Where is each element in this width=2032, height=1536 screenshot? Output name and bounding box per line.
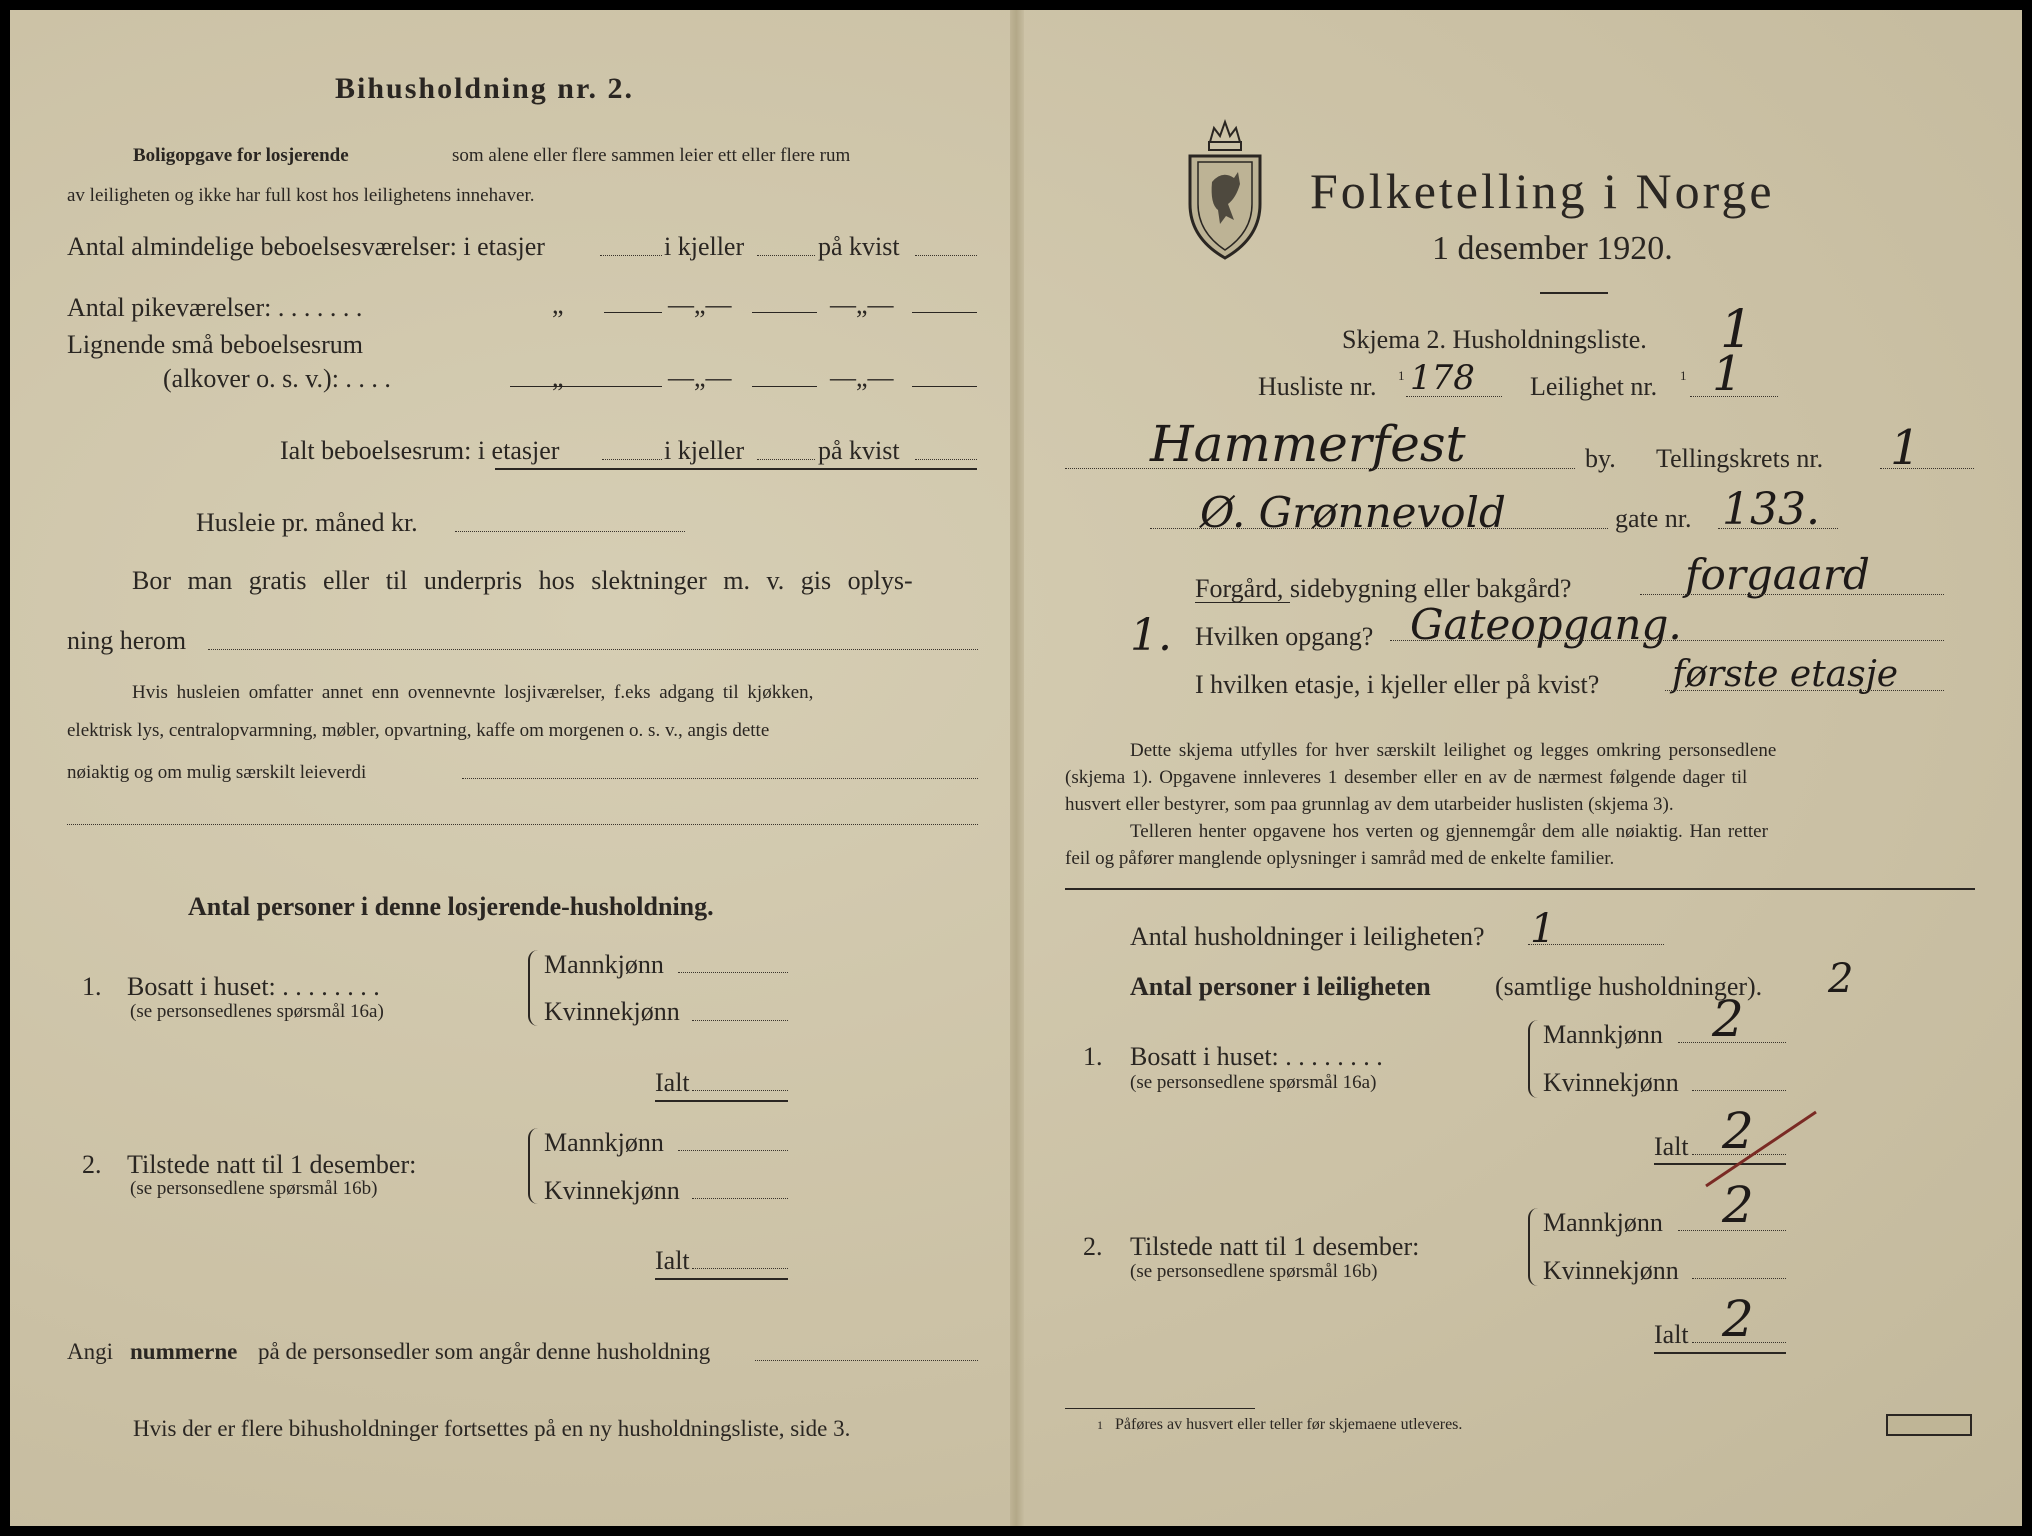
page-fold — [1010, 10, 1024, 1526]
instr-line-4: Telleren henter opgavene hos verten og gjennemgår dem alle nøiaktig. Han retter — [1130, 821, 1768, 842]
right-q1-brace — [1528, 1020, 1538, 1098]
pike-line-2 — [752, 312, 817, 313]
printer-stamp-icon — [1886, 1414, 1972, 1436]
left-q1-kvinne-line — [692, 1020, 788, 1021]
pike-line-3 — [912, 312, 977, 313]
angi-rest: på de personsedler som angår denne husholdning — [258, 1339, 711, 1364]
right-q2-ialt-underline — [1654, 1352, 1786, 1354]
left-title: Bihusholdning nr. 2. — [335, 72, 635, 105]
separator-line — [67, 824, 978, 825]
instr-line-2: (skjema 1). Opgavene innleveres 1 desember eller en av de nærmest følgende dager til — [1065, 767, 1748, 788]
antal-pers-rest: (samtlige husholdninger). — [1495, 972, 1763, 1001]
skjema-hand: 1 — [1720, 300, 1754, 360]
antal-pers-hand: 2 — [1828, 956, 1854, 1002]
angi-pre: Angi — [67, 1339, 113, 1364]
left-q1-ialt: Ialt — [655, 1068, 690, 1097]
bor-line — [208, 649, 978, 650]
right-q2-num: 2. — [1083, 1232, 1103, 1261]
gate-label: gate nr. — [1615, 504, 1692, 533]
husleie-label: Husleie pr. måned kr. — [196, 508, 418, 537]
left-q2-ialt-line — [692, 1268, 788, 1269]
ialt-kvist-label: på kvist — [818, 436, 900, 465]
pike-dash-2: —„— — [830, 290, 894, 319]
etasje-line — [1665, 690, 1944, 691]
rooms-kvist-line — [915, 255, 977, 256]
right-q1-num: 1. — [1083, 1042, 1103, 1071]
left-q1-num: 1. — [82, 972, 102, 1001]
left-q2-kvinne: Kvinnekjønn — [544, 1176, 680, 1205]
left-q1-sub: (se personsedlenes spørsmål 16a) — [130, 1001, 384, 1022]
right-q2-kvinne: Kvinnekjønn — [1543, 1256, 1679, 1285]
forgaard-line — [1640, 594, 1944, 595]
lignende-line-3 — [912, 386, 977, 387]
etasje-hand: første etasje — [1672, 654, 1899, 695]
left-q2-sub: (se personsedlene spørsmål 16b) — [130, 1178, 378, 1199]
forgaard-hand: forgaard — [1685, 550, 1870, 599]
rooms-etasjer-line — [600, 255, 662, 256]
rooms-kvist-label: på kvist — [818, 232, 900, 261]
husliste-label: Husliste nr. — [1258, 372, 1377, 401]
instr-line-3: husvert eller bestyrer, som paa grunnlag av dem utarbeider huslisten (skjema 3). — [1065, 794, 1674, 815]
angi-line — [755, 1360, 978, 1361]
ialt-etasjer-line — [602, 459, 662, 460]
left-q2-mann: Mannkjønn — [544, 1128, 664, 1157]
rooms-label: Antal almindelige beboelsesværelser: i etasjer — [67, 232, 545, 261]
left-q1-brace — [528, 950, 538, 1026]
right-q1-sub: (se personsedlene spørsmål 16a) — [1130, 1072, 1377, 1093]
gate-line — [1718, 528, 1838, 529]
antal-hush-line — [1528, 944, 1664, 945]
footnote-text: Påføres av husvert eller teller før skjemaene utleveres. — [1115, 1416, 1463, 1433]
forgaard-label: Forgård, sidebygning eller bakgård? — [1195, 574, 1572, 603]
leilighet-hand: 1 — [1712, 346, 1743, 402]
instr-rule — [1065, 888, 1975, 890]
right-q1-kvinne-line — [1692, 1090, 1786, 1091]
bor-line-2: ning herom — [67, 626, 187, 655]
intro-line2: av leiligheten og ikke har full kost hos leilighetens innehaver. — [67, 185, 535, 206]
right-q2-mann-line — [1678, 1230, 1786, 1231]
pike-label: Antal pikeværelser: . . . . . . . — [67, 293, 363, 322]
correction-stroke-icon — [1700, 1108, 1820, 1193]
angi-bold: nummerne — [130, 1339, 238, 1364]
right-q1-label: Bosatt i huset: . . . . . . . . — [1130, 1042, 1383, 1071]
right-q1-ialt: Ialt — [1654, 1132, 1689, 1161]
antal-heading: Antal personer i denne losjerende-husholdning. — [188, 892, 714, 921]
left-q1-kvinne: Kvinnekjønn — [544, 997, 680, 1026]
pike-line-1 — [604, 312, 662, 313]
hvis-line — [462, 778, 978, 779]
ialt-kjeller-label: i kjeller — [664, 436, 745, 465]
lignende-label-2: (alkover o. s. v.): . . . . — [163, 364, 391, 393]
right-q1-mann-hand: 2 — [1712, 990, 1744, 1048]
left-q1-mann-line — [678, 972, 788, 973]
intro-bold: Boligopgave for losjerende — [133, 145, 349, 166]
left-q2-brace — [528, 1128, 538, 1204]
opgang-hand: Gateopgang. — [1410, 600, 1682, 649]
krets-line — [1880, 468, 1974, 469]
rooms-kjeller-line — [757, 255, 815, 256]
instr-line-5: feil og påfører manglende oplysninger i samråd med de enkelte familier. — [1065, 848, 1615, 869]
left-q1-ialt-line — [692, 1090, 788, 1091]
left-q1-mann: Mannkjønn — [544, 950, 664, 979]
husleie-line — [455, 531, 685, 532]
right-q1-mann: Mannkjønn — [1543, 1020, 1663, 1049]
pike-ditto: „ — [552, 290, 564, 319]
right-q1-kvinne: Kvinnekjønn — [1543, 1068, 1679, 1097]
title-rule — [1540, 292, 1608, 294]
antal-hush-label: Antal husholdninger i leiligheten? — [1130, 922, 1485, 951]
left-footer: Hvis der er flere bihusholdninger fortsettes på en ny husholdningsliste, side 3. — [133, 1416, 851, 1441]
ialt-underline — [495, 468, 977, 470]
street-line — [1150, 528, 1608, 529]
forgaard-underline — [1195, 602, 1290, 603]
etasje-label: I hvilken etasje, i kjeller eller på kvist? — [1195, 670, 1600, 699]
lignende-dash-2: —„— — [830, 363, 894, 392]
right-q2-kvinne-line — [1692, 1278, 1786, 1279]
skjema-label: Skjema 2. Husholdningsliste. — [1342, 325, 1647, 354]
opgang-line — [1390, 640, 1944, 641]
krets-hand: 1 — [1890, 420, 1921, 476]
lignende-ditto: „ — [552, 363, 564, 392]
intro-rest: som alene eller flere sammen leier ett eller flere rum — [452, 145, 851, 166]
antal-hush-hand: 1 — [1530, 906, 1556, 952]
footnote-mark: 1 — [1097, 1418, 1103, 1432]
leilighet-sup: 1 — [1680, 368, 1687, 383]
right-q1-mann-line — [1678, 1042, 1786, 1043]
right-q2-mann-hand: 2 — [1722, 1176, 1754, 1234]
lignende-label-1: Lignende små beboelsesrum — [67, 330, 364, 359]
hvis-line-1: Hvis husleien omfatter annet enn ovennevnte losjiværelser, f.eks adgang til kjøkken, — [132, 682, 814, 703]
lignende-line-1 — [510, 386, 662, 387]
right-q2-label: Tilstede natt til 1 desember: — [1130, 1232, 1420, 1261]
town-hand: Hammerfest — [1150, 415, 1466, 473]
left-q2-num: 2. — [82, 1150, 102, 1179]
gate-hand: 133. — [1722, 484, 1820, 535]
margin-hand: 1. — [1130, 610, 1172, 661]
lignende-dash-1: —„— — [668, 363, 732, 392]
antal-pers-bold: Antal personer i leiligheten — [1130, 972, 1431, 1001]
krets-label: Tellingskrets nr. — [1656, 444, 1824, 473]
right-q1-ialt-hand: 2 — [1722, 1102, 1754, 1160]
hvis-line-3: nøiaktig og om mulig særskilt leieverdi — [67, 762, 367, 783]
husliste-line — [1406, 396, 1502, 397]
footnote-rule — [1065, 1408, 1255, 1409]
leilighet-label: Leilighet nr. — [1530, 372, 1658, 401]
right-q2-ialt-line — [1692, 1342, 1786, 1343]
street-hand: Ø. Grønnevold — [1200, 488, 1506, 537]
right-q2-mann: Mannkjønn — [1543, 1208, 1663, 1237]
census-date: 1 desember 1920. — [1432, 230, 1673, 267]
bor-line-1: Bor man gratis eller til underpris hos slektninger m. v. gis oplys- — [132, 566, 913, 595]
opgang-label: Hvilken opgang? — [1195, 622, 1374, 651]
husliste-hand: 178 — [1410, 358, 1475, 398]
left-q1-label: Bosatt i huset: . . . . . . . . — [127, 972, 380, 1001]
town-line — [1065, 468, 1575, 469]
rooms-kjeller-label: i kjeller — [664, 232, 745, 261]
right-q2-ialt-hand: 2 — [1722, 1290, 1754, 1348]
left-q1-ialt-underline — [655, 1100, 788, 1102]
lignende-line-2 — [752, 386, 817, 387]
right-title: Folketelling i Norge — [1310, 163, 1775, 219]
ialt-rum-label: Ialt beboelsesrum: i etasjer — [280, 436, 560, 465]
right-q2-sub: (se personsedlene spørsmål 16b) — [1130, 1261, 1378, 1282]
by-label: by. — [1585, 444, 1616, 473]
right-q2-brace — [1528, 1208, 1538, 1286]
norway-coat-of-arms-icon — [1182, 112, 1268, 267]
left-q2-ialt-underline — [655, 1278, 788, 1280]
ialt-kjeller-line — [757, 459, 815, 460]
husliste-sup: 1 — [1398, 368, 1405, 383]
hvis-line-2: elektrisk lys, centralopvarmning, møbler, opvartning, kaffe om morgenen o. s. v., angis dette — [67, 720, 770, 741]
left-q2-mann-line — [678, 1150, 788, 1151]
instr-line-1: Dette skjema utfylles for hver særskilt leilighet og legges omkring personsedlene — [1130, 740, 1777, 761]
left-q2-ialt: Ialt — [655, 1246, 690, 1275]
left-q2-kvinne-line — [692, 1198, 788, 1199]
ialt-kvist-line — [915, 459, 977, 460]
pike-dash-1: —„— — [668, 290, 732, 319]
left-q2-label: Tilstede natt til 1 desember: — [127, 1150, 417, 1179]
right-q2-ialt: Ialt — [1654, 1320, 1689, 1349]
leilighet-line — [1690, 396, 1778, 397]
